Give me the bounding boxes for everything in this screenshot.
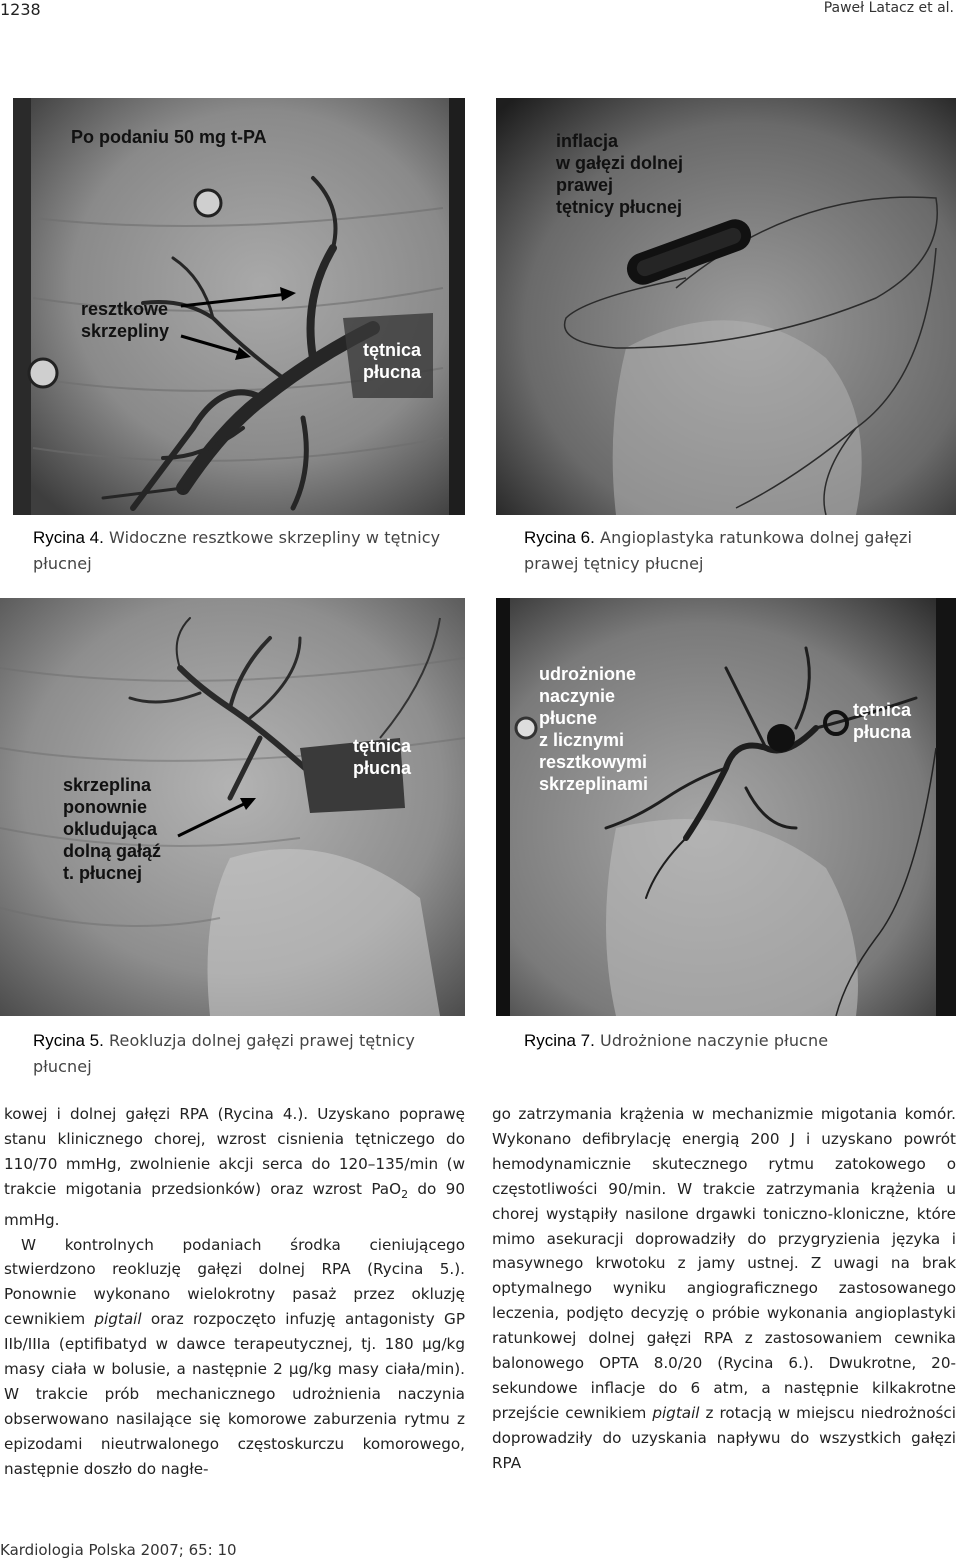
italic-pigtail: pigtail xyxy=(94,1310,142,1329)
figure-7-caption-label: Rycina 7. xyxy=(524,1031,595,1050)
body-column-left xyxy=(4,1102,465,1482)
figure-4-label-clots: resztkowe skrzepliny xyxy=(81,299,170,341)
italic-pigtail-right: pigtail xyxy=(652,1403,700,1422)
paragraph-left-1-end: do 90 mmHg. xyxy=(4,1179,465,1229)
figure-4-label-top: Po podaniu 50 mg t-PA xyxy=(71,127,267,147)
running-header-authors: Paweł Latacz et al. xyxy=(823,0,954,16)
paragraph-right-1-text-b: z rotacją w miejscu niedrożności doprowadziły do uzyskania napływu do wszystkich gałęzi RPA xyxy=(492,1403,956,1472)
figure-5-angiogram xyxy=(0,598,465,1016)
paragraph-left-2 xyxy=(4,1233,465,1482)
figure-6-caption xyxy=(524,525,934,577)
figure-7-caption-text: Udrożnione naczynie płucne xyxy=(594,1031,829,1050)
journal-footer: Kardiologia Polska 2007; 65: 10 xyxy=(0,1541,237,1559)
paragraph-right-1-text-a: go zatrzymania krążenia w mechanizmie migotania komór. Wykonano defibrylację energią 200 J i uzyskano powrót hemodynamicznie skutecznego rytmu zatokowego o częstotliwości 90/min. W trakcie zatrzymania krążenia u chorej wystąpiły nasilone drgawki toniczno-kloniczne, które mimo asekuracji doprowadziły do przygryzienia języka i masywnego krwotoku z jamy ustnej. Z uwagi na brak optymalnego wyniku angiograficznego zastosowanego leczenia, podjęto decyzję o próbie wykonania angioplastyki ratunkowej dolnej gałęzi RPA z zastosowaniem cewnika balonowego OPTA 8.0/20 (Rycina 6.). Dwukrotne, 20-sekundowe inflacje do 6 atm, a następnie kilkakrotne przejście cewnikiem xyxy=(492,1105,956,1422)
figure-6-caption-label: Rycina 6. xyxy=(524,528,595,547)
paragraph-right-1 xyxy=(492,1102,956,1476)
figure-4-caption-text: Widoczne resztkowe skrzepliny w tętnicy płucnej xyxy=(33,528,441,573)
figure-7-label-artery: tętnica płucna xyxy=(853,700,912,742)
figure-7-angiogram xyxy=(496,598,956,1016)
figure-5-caption-text: Reokluzja dolnej gałęzi prawej tętnicy płucnej xyxy=(33,1031,415,1076)
figure-4-angiogram xyxy=(13,98,465,515)
figure-4-caption-label: Rycina 4. xyxy=(33,528,104,547)
paragraph-left-2-text-b: oraz rozpoczęto infuzję antagonisty GP IIb/IIIa (eptifibatyd w dawce terapeutycznej, tj. 180 µg/kg masy ciała w bolusie, a następnie 2 µg/kg masy ciała/min). W trakcie prób mechanicznego udrożnienia naczynia obserwowano nasilające się komorowe zaburzenia rytmu z epizodami nieutrwalonego częstoskurczu komorowego, następnie doszło do nagłe- xyxy=(4,1310,465,1478)
figure-4-caption xyxy=(33,525,443,577)
paragraph-left-1-text: kowej i dolnej gałęzi RPA (Rycina 4.). Uzyskano poprawę stanu klinicznego chorej, wzrost cisnienia tętniczego do 110/70 mmHg, zwolnienie akcji serca do 120–135/min (w trakcie migotania przedsionków) oraz wzrost PaO xyxy=(4,1105,465,1198)
figure-5-caption-label: Rycina 5. xyxy=(33,1031,104,1050)
figure-7-label-vessel: udrożnione naczynie płucne z licznymi resztkowymi skrzeplinami xyxy=(539,664,649,794)
body-column-right xyxy=(492,1102,956,1476)
figure-5-caption xyxy=(33,1028,443,1080)
paragraph-left-2-text-a: W kontrolnych podaniach środka cieniującego stwierdzono reokluzję gałęzi dolnej RPA (Rycina 5.). Ponownie wykonano wielokrotny pasaż przez okluzję cewnikiem xyxy=(4,1235,465,1329)
figure-6-caption-text: Angioplastyka ratunkowa dolnej gałęzi prawej tętnicy płucnej xyxy=(524,528,913,573)
figure-5-label-clot: skrzeplina ponownie okludująca dolną gałąź t. płucnej xyxy=(63,775,162,883)
paragraph-left-1 xyxy=(4,1102,465,1233)
subscript-2: 2 xyxy=(401,1187,409,1201)
figure-6-angiogram xyxy=(496,98,956,515)
figure-5-label-artery: tętnica płucna xyxy=(353,736,412,778)
figure-4-label-artery: tętnica płucna xyxy=(363,340,422,382)
page-number: 1238 xyxy=(0,0,41,19)
figure-7-caption xyxy=(524,1028,934,1054)
figure-6-label-inflation: inflacja w gałęzi dolnej prawej tętnicy płucnej xyxy=(556,131,684,217)
